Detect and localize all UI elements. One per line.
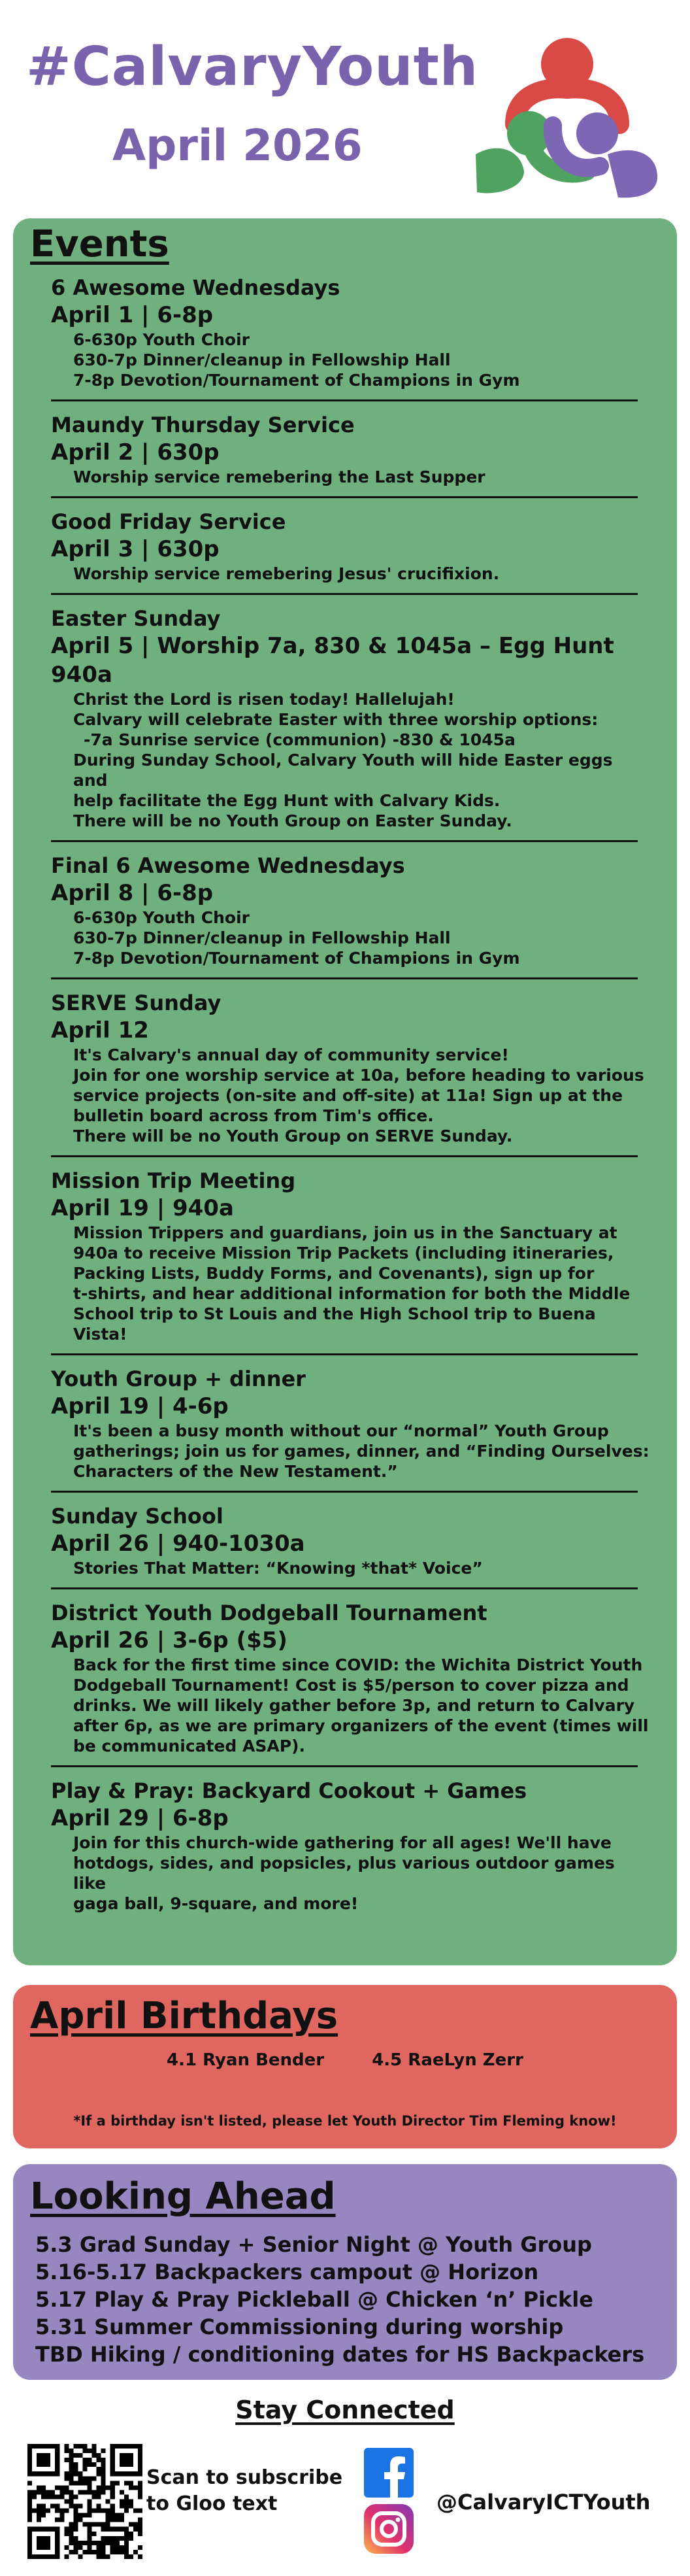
event-date-time: April 12	[51, 1017, 149, 1043]
event-description-line: -7a Sunrise service (communion) -830 & 1045a	[84, 730, 516, 749]
event-description-line: 630-7p Dinner/cleanup in Fellowship Hall	[73, 350, 451, 369]
looking-ahead-item: 5.31 Summer Commissioning during worship	[35, 2314, 564, 2339]
event-item	[13, 1366, 677, 1482]
event-description-line: There will be no Youth Group on SERVE Sunday.	[73, 1127, 513, 1145]
page-header	[0, 0, 690, 209]
event-description-line: 630-7p Dinner/cleanup in Fellowship Hall	[73, 928, 451, 947]
event-description-line: t-shirts, and hear additional information for both the Middle	[73, 1284, 631, 1303]
event-title: Easter Sunday	[51, 606, 221, 631]
event-divider	[51, 399, 638, 401]
event-date-time: April 3 | 630p	[51, 536, 220, 562]
logo-emblem-icon	[469, 26, 665, 203]
social-handle[interactable]: @CalvaryICTYouth	[436, 2490, 651, 2515]
event-description-line: Dodgeball Tournament! Cost is $5/person to cover pizza and	[73, 1676, 629, 1695]
event-title: SERVE Sunday	[51, 991, 222, 1015]
looking-ahead-heading: Looking Ahead	[30, 2175, 336, 2218]
event-description-line: There will be no Youth Group on Easter Sunday.	[73, 811, 512, 830]
looking-ahead-panel	[13, 2164, 677, 2380]
event-divider	[51, 496, 638, 498]
looking-ahead-item: 5.17 Play & Pray Pickleball @ Chicken ‘n’ Pickle	[35, 2287, 593, 2312]
event-title: Mission Trip Meeting	[51, 1168, 296, 1193]
event-date-time: April 26 | 3-6p ($5)	[51, 1627, 288, 1653]
event-description-line: 6-630p Youth Choir	[73, 330, 250, 349]
event-item	[13, 1778, 677, 1914]
event-description-line: 7-8p Devotion/Tournament of Champions in Gym	[73, 371, 520, 390]
event-item	[13, 853, 677, 968]
event-description	[51, 1833, 651, 1914]
event-description-line: During Sunday School, Calvary Youth will hide Easter eggs and	[73, 751, 613, 790]
event-description	[51, 1223, 651, 1344]
event-divider	[51, 840, 638, 842]
birthday-list	[13, 2050, 677, 2070]
looking-ahead-list	[35, 2231, 644, 2368]
event-divider	[51, 1155, 638, 1157]
event-title: Maundy Thursday Service	[51, 413, 355, 437]
event-divider	[51, 1353, 638, 1355]
birthday-item: 4.1 Ryan Bender	[167, 2050, 325, 2070]
event-title: Play & Pray: Backyard Cookout + Games	[51, 1778, 527, 1803]
instagram-icon[interactable]	[364, 2504, 414, 2554]
event-description	[51, 330, 651, 390]
event-item	[13, 509, 677, 584]
event-description-line: 7-8p Devotion/Tournament of Champions in Gym	[73, 949, 520, 968]
event-description	[51, 564, 651, 584]
event-divider	[51, 593, 638, 595]
event-description-line: Stories That Matter: “Knowing *that* Voice”	[73, 1559, 483, 1578]
event-description-line: Back for the first time since COVID: the Wichita District Youth	[73, 1655, 643, 1674]
event-description-line: School trip to St Louis and the High School trip to Buena Vista!	[73, 1304, 596, 1344]
qr-code-icon[interactable]	[27, 2444, 142, 2559]
event-description	[51, 1045, 651, 1146]
page-subtitle: April 2026	[112, 120, 363, 171]
event-description-line: gaga ball, 9-square, and more!	[73, 1894, 359, 1913]
event-item	[13, 275, 677, 390]
event-description-line: service projects (on-site and off-site) at 11a! Sign up at the	[73, 1086, 623, 1105]
event-date-time: April 2 | 630p	[51, 439, 220, 466]
event-description-line: Packing Lists, Buddy Forms, and Covenants), sign up for	[73, 1264, 595, 1283]
facebook-icon[interactable]	[364, 2448, 414, 2498]
event-description-line: Calvary will celebrate Easter with three worship options:	[73, 710, 599, 729]
birthday-note: *If a birthday isn't listed, please let Youth Director Tim Fleming know!	[73, 2113, 617, 2129]
events-list	[13, 275, 677, 1914]
event-title: Sunday School	[51, 1504, 223, 1529]
event-description	[51, 1421, 651, 1482]
event-description-line: Christ the Lord is risen today! Hallelujah!	[73, 690, 455, 709]
event-description	[51, 467, 651, 487]
event-item	[13, 1600, 677, 1756]
event-title: Final 6 Awesome Wednesdays	[51, 853, 405, 878]
event-description-line: 940a to receive Mission Trip Packets (including itineraries,	[73, 1244, 614, 1263]
event-description-line: Mission Trippers and guardians, join us in the Sanctuary at	[73, 1223, 617, 1242]
event-description-line: bulletin board across from Tim's office.	[73, 1106, 434, 1125]
event-item	[13, 1168, 677, 1344]
event-title: Youth Group + dinner	[51, 1366, 306, 1391]
event-description-line: Join for this church-wide gathering for all ages! We'll have	[73, 1833, 612, 1852]
event-item	[13, 412, 677, 487]
event-description-line: It's been a busy month without our “normal” Youth Group	[73, 1421, 609, 1440]
event-date-time: April 5 | Worship 7a, 830 & 1045a – Egg Hunt 940a	[51, 633, 614, 688]
event-description-line: help facilitate the Egg Hunt with Calvary Kids.	[73, 791, 501, 810]
event-title: 6 Awesome Wednesdays	[51, 275, 340, 300]
event-description-line: Join for one worship service at 10a, before heading to various	[73, 1066, 644, 1085]
event-description-line: drinks. We will likely gather before 3p, and return to Calvary	[73, 1696, 635, 1715]
event-description-line: Characters of the New Testament.”	[73, 1462, 398, 1481]
event-divider	[51, 1491, 638, 1493]
event-description-line: gatherings; join us for games, dinner, and “Finding Ourselves:	[73, 1442, 649, 1461]
looking-ahead-item: 5.3 Grad Sunday + Senior Night @ Youth Group	[35, 2232, 592, 2257]
event-date-time: April 19 | 940a	[51, 1195, 234, 1221]
events-panel	[13, 218, 677, 1965]
looking-ahead-item: TBD Hiking / conditioning dates for HS Backpackers	[35, 2342, 645, 2367]
event-divider	[51, 1587, 638, 1589]
event-description-line: be communicated ASAP).	[73, 1737, 305, 1755]
scan-instructions: Scan to subscribe to Gloo text	[146, 2466, 343, 2515]
event-item	[13, 1503, 677, 1578]
event-date-time: April 26 | 940-1030a	[51, 1531, 305, 1557]
event-title: Good Friday Service	[51, 509, 286, 534]
event-item	[13, 605, 677, 831]
event-description	[51, 907, 651, 968]
event-date-time: April 19 | 4-6p	[51, 1393, 229, 1419]
stay-connected-heading: Stay Connected	[235, 2396, 455, 2424]
birthdays-heading: April Birthdays	[30, 1995, 338, 2037]
event-date-time: April 29 | 6-8p	[51, 1805, 229, 1831]
event-description-line: hotdogs, sides, and popsicles, plus various outdoor games like	[73, 1854, 615, 1893]
event-divider	[51, 977, 638, 979]
looking-ahead-item: 5.16-5.17 Backpackers campout @ Horizon	[35, 2260, 539, 2284]
event-title: District Youth Dodgeball Tournament	[51, 1601, 487, 1625]
event-description	[51, 689, 651, 831]
event-description-line: after 6p, as we are primary organizers of the event (times will	[73, 1716, 649, 1735]
event-item	[13, 990, 677, 1146]
event-description-line: It's Calvary's annual day of community service!	[73, 1045, 509, 1064]
event-description-line: Worship service remebering the Last Supper	[73, 467, 485, 486]
event-description-line: Worship service remebering Jesus' crucifixion.	[73, 564, 500, 583]
event-description	[51, 1655, 651, 1756]
event-date-time: April 8 | 6-8p	[51, 880, 214, 906]
birthdays-panel	[13, 1985, 677, 2148]
page-title: #CalvaryYouth	[26, 36, 479, 98]
event-date-time: April 1 | 6-8p	[51, 302, 214, 328]
event-description-line: 6-630p Youth Choir	[73, 908, 250, 927]
birthday-item: 4.5 RaeLyn Zerr	[372, 2050, 523, 2070]
events-heading: Events	[30, 223, 169, 265]
event-description	[51, 1558, 651, 1578]
event-divider	[51, 1765, 638, 1767]
